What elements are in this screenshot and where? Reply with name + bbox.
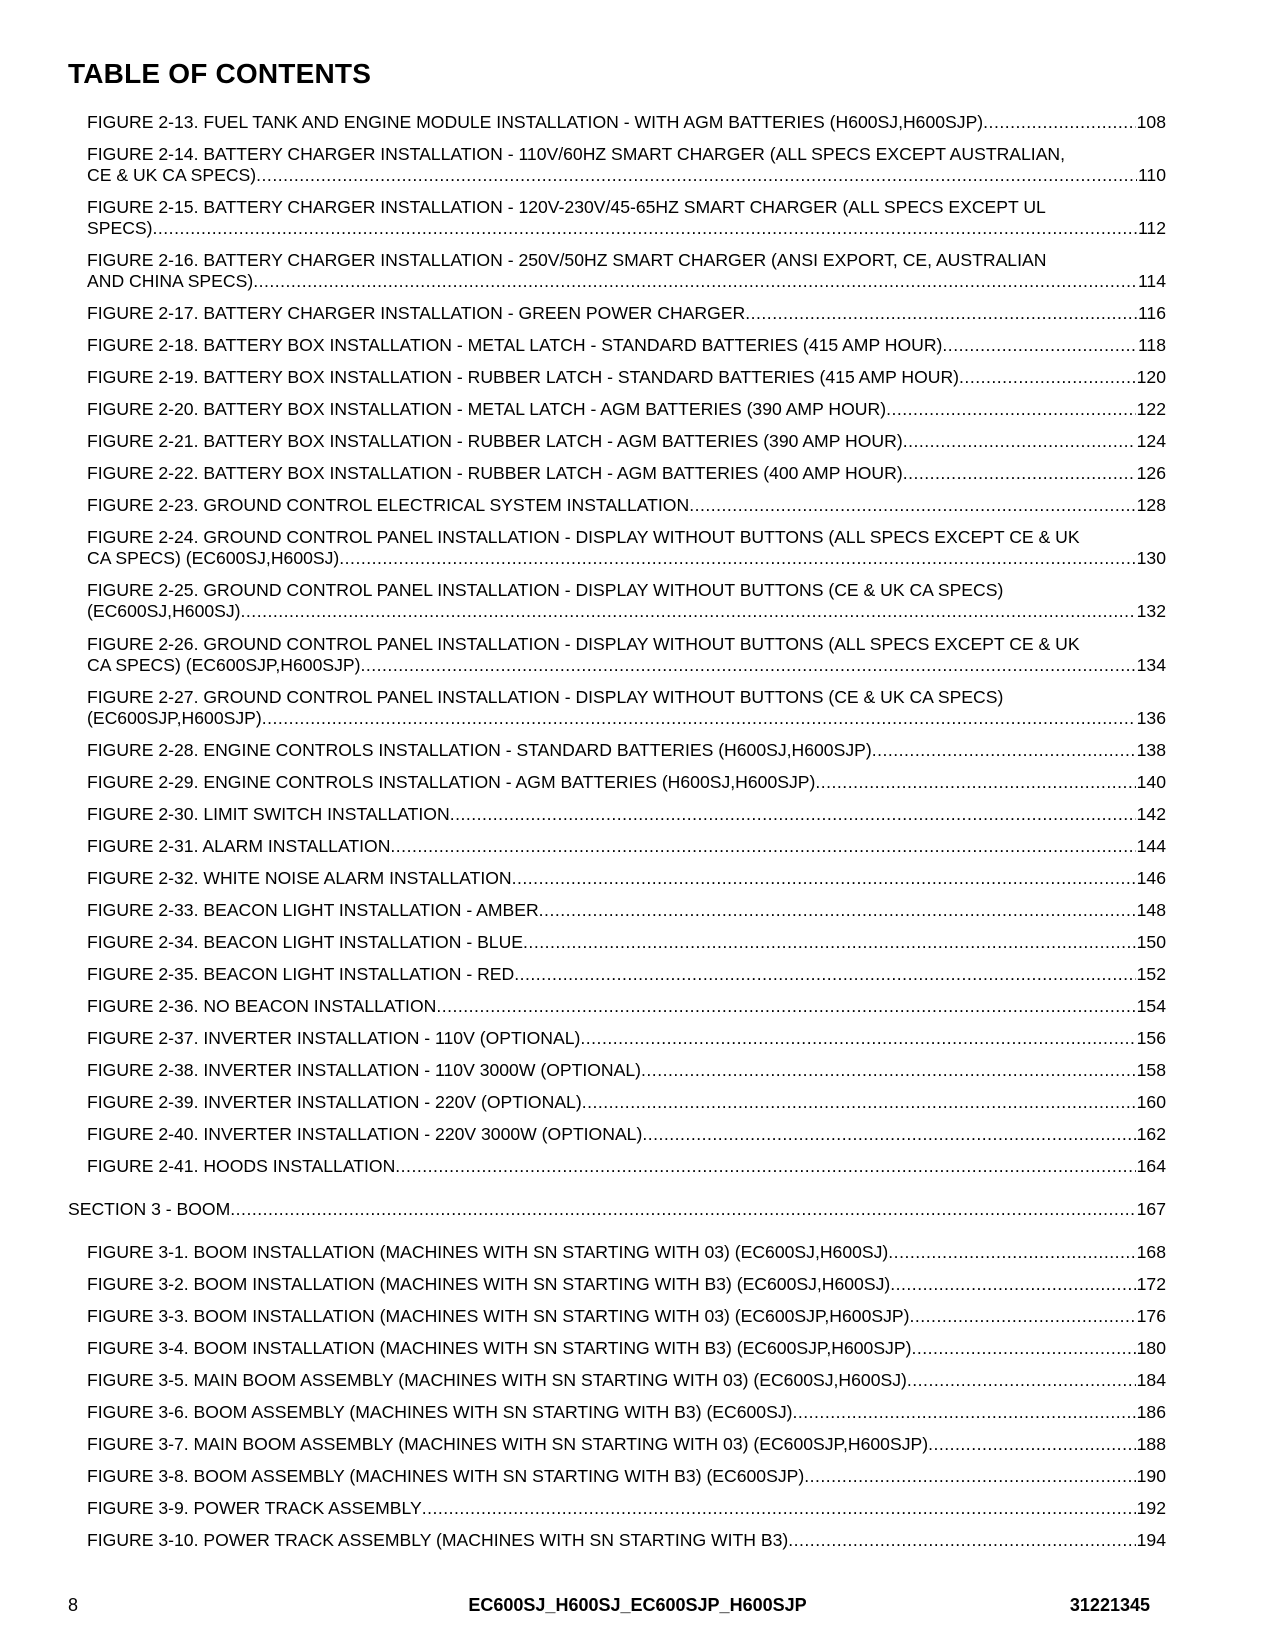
dot-leader — [689, 495, 1135, 516]
toc-page-number[interactable]: 110 — [1137, 165, 1166, 185]
toc-page-number[interactable]: 167 — [1136, 1199, 1166, 1219]
dot-leader — [512, 868, 1136, 889]
toc-entry-title: FIGURE 2-23. GROUND CONTROL ELECTRICAL SYSTEM INSTALLATION — [87, 495, 690, 515]
toc-entry-title: FIGURE 2-19. BATTERY BOX INSTALLATION - RUBBER LATCH - STANDARD BATTERIES (415 AMP HOUR) — [87, 367, 960, 387]
dot-leader — [262, 708, 1136, 729]
toc-entry-title: FIGURE 2-30. LIMIT SWITCH INSTALLATION — [87, 804, 450, 824]
dot-leader — [539, 900, 1136, 921]
toc-page-number[interactable]: 112 — [1137, 218, 1166, 238]
toc-figure-entry[interactable] — [87, 1242, 1166, 1263]
toc-figure-entry[interactable] — [87, 367, 1166, 388]
toc-entry-title-line: FIGURE 2-14. BATTERY CHARGER INSTALLATION - 110V/60HZ SMART CHARGER (ALL SPECS EXCEPT AUSTRALIAN, — [87, 144, 1066, 164]
toc-entry-title: FIGURE 2-35. BEACON LIGHT INSTALLATION - RED — [87, 964, 515, 984]
dot-leader — [888, 1242, 1135, 1263]
toc-entry-title-line: FIGURE 2-27. GROUND CONTROL PANEL INSTALLATION - DISPLAY WITHOUT BUTTONS (CE & UK CA SPECS) — [87, 687, 1004, 707]
toc-figure-entry[interactable] — [87, 932, 1166, 953]
dot-leader — [890, 1274, 1135, 1295]
toc-entry-title: SECTION 3 - BOOM — [68, 1199, 231, 1219]
toc-figure-entry[interactable] — [87, 868, 1166, 889]
toc-entry-title: FIGURE 3-7. MAIN BOOM ASSEMBLY (MACHINES WITH SN STARTING WITH 03) (EC600SJP,H600SJP) — [87, 1434, 929, 1454]
toc-figure-entry[interactable] — [87, 1370, 1166, 1391]
toc-page-number[interactable]: 134 — [1136, 655, 1166, 675]
toc-figure-entry[interactable] — [87, 144, 1166, 186]
toc-page-number[interactable]: 194 — [1136, 1530, 1166, 1550]
dot-leader — [241, 601, 1136, 622]
toc-page-number[interactable]: 124 — [1136, 431, 1166, 451]
toc-entry-title: AND CHINA SPECS) — [87, 271, 254, 291]
toc-entry-title: FIGURE 2-28. ENGINE CONTROLS INSTALLATION - STANDARD BATTERIES (H600SJ,H600SJP) — [87, 740, 872, 760]
toc-entry-title: FIGURE 2-21. BATTERY BOX INSTALLATION - RUBBER LATCH - AGM BATTERIES (390 AMP HOUR) — [87, 431, 903, 451]
toc-page-number[interactable]: 136 — [1136, 708, 1166, 728]
toc-page-number[interactable]: 108 — [1136, 112, 1166, 132]
toc-page-number[interactable]: 128 — [1136, 495, 1166, 515]
toc-page-number[interactable]: 156 — [1136, 1028, 1166, 1048]
dot-leader — [907, 1370, 1136, 1391]
dot-leader — [745, 303, 1137, 324]
toc-section-entry[interactable] — [68, 1199, 1166, 1220]
toc-figure-entry[interactable] — [87, 1402, 1166, 1423]
toc-page-number[interactable]: 116 — [1137, 303, 1166, 323]
toc-entry-title: FIGURE 2-33. BEACON LIGHT INSTALLATION - AMBER — [87, 900, 539, 920]
toc-figure-entry[interactable] — [87, 250, 1166, 292]
toc-figure-entry[interactable] — [87, 431, 1166, 452]
dot-leader — [928, 1434, 1136, 1455]
dot-leader — [911, 1338, 1135, 1359]
toc-figure-entry[interactable] — [87, 687, 1166, 729]
toc-entry-title: FIGURE 2-17. BATTERY CHARGER INSTALLATION - GREEN POWER CHARGER — [87, 303, 746, 323]
toc-figure-entry[interactable] — [87, 740, 1166, 761]
toc-entry-title: SPECS) — [87, 218, 153, 238]
toc-page-number[interactable]: 158 — [1136, 1060, 1166, 1080]
toc-figure-entry[interactable] — [87, 1156, 1166, 1177]
toc-page-number[interactable]: 162 — [1136, 1124, 1166, 1144]
dot-leader — [450, 804, 1136, 825]
toc-figure-entry[interactable] — [87, 580, 1166, 622]
page-title: TABLE OF CONTENTS — [68, 58, 372, 89]
toc-entry-title: FIGURE 2-36. NO BEACON INSTALLATION — [87, 996, 437, 1016]
toc-page-number[interactable]: 180 — [1136, 1338, 1166, 1358]
toc-figure-entry[interactable] — [87, 1306, 1166, 1327]
toc-entry-title: CA SPECS) (EC600SJ,H600SJ) — [87, 548, 340, 568]
toc-figure-entry[interactable] — [87, 495, 1166, 516]
dot-leader — [903, 431, 1136, 452]
toc-figure-entry[interactable] — [87, 399, 1166, 420]
toc-entry-title: FIGURE 3-9. POWER TRACK ASSEMBLY — [87, 1498, 422, 1518]
toc-figure-entry[interactable] — [87, 996, 1166, 1017]
toc-figure-entry[interactable] — [87, 1060, 1166, 1081]
dot-leader — [253, 271, 1137, 292]
toc-figure-entry[interactable] — [87, 1274, 1166, 1295]
toc-entry-title: FIGURE 2-31. ALARM INSTALLATION — [87, 836, 391, 856]
toc-entry-title: FIGURE 2-20. BATTERY BOX INSTALLATION - METAL LATCH - AGM BATTERIES (390 AMP HOUR) — [87, 399, 887, 419]
dot-leader — [153, 218, 1137, 239]
toc-entry-title-line: FIGURE 2-25. GROUND CONTROL PANEL INSTALLATION - DISPLAY WITHOUT BUTTONS (CE & UK CA SPECS) — [87, 580, 1004, 600]
toc-page-number[interactable]: 150 — [1136, 932, 1166, 952]
toc-entry-title: FIGURE 2-13. FUEL TANK AND ENGINE MODULE INSTALLATION - WITH AGM BATTERIES (H600SJ,H600SJP) — [87, 112, 984, 132]
toc-page-number[interactable]: 188 — [1136, 1434, 1166, 1454]
toc-figure-entry[interactable] — [87, 527, 1166, 569]
toc-figure-entry[interactable] — [87, 335, 1166, 356]
footer-document-models: EC600SJ_H600SJ_EC600SJP_H600SJP — [468, 1595, 807, 1615]
toc-entry-title: FIGURE 3-4. BOOM INSTALLATION (MACHINES WITH SN STARTING WITH B3) (EC600SJP,H600SJP) — [87, 1338, 912, 1358]
toc-page-number[interactable]: 114 — [1137, 271, 1166, 291]
toc-page-number[interactable]: 154 — [1136, 996, 1166, 1016]
toc-page-number[interactable]: 168 — [1136, 1242, 1166, 1262]
toc-figure-entry[interactable] — [87, 197, 1166, 239]
toc-figure-entry[interactable] — [87, 900, 1166, 921]
toc-entry-title: FIGURE 3-1. BOOM INSTALLATION (MACHINES WITH SN STARTING WITH 03) (EC600SJ,H600SJ) — [87, 1242, 889, 1262]
toc-entry-title: FIGURE 2-37. INVERTER INSTALLATION - 110V (OPTIONAL) — [87, 1028, 581, 1048]
dot-leader — [514, 964, 1135, 985]
dot-leader — [390, 836, 1135, 857]
dot-leader — [641, 1060, 1136, 1081]
footer-document-code: 31221345 — [1069, 1595, 1150, 1615]
toc-entry-title: FIGURE 3-5. MAIN BOOM ASSEMBLY (MACHINES WITH SN STARTING WITH 03) (EC600SJ,H600SJ) — [87, 1370, 907, 1390]
toc-page-number[interactable]: 192 — [1136, 1498, 1166, 1518]
dot-leader — [339, 548, 1135, 569]
dot-leader — [983, 112, 1135, 133]
toc-figure-entry[interactable] — [87, 1092, 1166, 1113]
toc-page-number[interactable]: 184 — [1136, 1370, 1166, 1390]
toc-figure-entry[interactable] — [87, 1530, 1166, 1551]
toc-figure-entry[interactable] — [87, 1498, 1166, 1519]
dot-leader — [886, 399, 1136, 420]
toc-entry-title: FIGURE 2-29. ENGINE CONTROLS INSTALLATION - AGM BATTERIES (H600SJ,H600SJP) — [87, 772, 816, 792]
toc-page-number[interactable]: 140 — [1136, 772, 1166, 792]
dot-leader — [360, 655, 1135, 676]
toc-figure-entry[interactable] — [87, 1338, 1166, 1359]
toc-page-number[interactable]: 148 — [1136, 900, 1166, 920]
toc-page-number[interactable]: 190 — [1136, 1466, 1166, 1486]
dot-leader — [582, 1092, 1136, 1113]
dot-leader — [788, 1530, 1135, 1551]
toc-page-number[interactable]: 164 — [1136, 1156, 1166, 1176]
dot-leader — [642, 1124, 1135, 1145]
toc-figure-entry[interactable] — [87, 836, 1166, 857]
toc-page-number[interactable]: 172 — [1136, 1274, 1166, 1294]
toc-figure-entry[interactable] — [87, 1124, 1166, 1145]
toc-entry-title: FIGURE 3-2. BOOM INSTALLATION (MACHINES WITH SN STARTING WITH B3) (EC600SJ,H600SJ) — [87, 1274, 891, 1294]
dot-leader — [523, 932, 1136, 953]
toc-entry-title-line: FIGURE 2-26. GROUND CONTROL PANEL INSTALLATION - DISPLAY WITHOUT BUTTONS (ALL SPECS EXCEPT CE & UK — [87, 634, 1080, 654]
toc-figure-entry[interactable] — [87, 112, 1166, 133]
dot-leader — [903, 463, 1136, 484]
toc-page-number[interactable]: 144 — [1136, 836, 1166, 856]
toc-page-number[interactable]: 126 — [1136, 463, 1166, 483]
toc-page-number[interactable]: 186 — [1136, 1402, 1166, 1422]
dot-leader — [804, 1466, 1135, 1487]
toc-page-number[interactable]: 152 — [1136, 964, 1166, 984]
toc-figure-entry[interactable] — [87, 463, 1166, 484]
toc-entry-title: FIGURE 3-6. BOOM ASSEMBLY (MACHINES WITH SN STARTING WITH B3) (EC600SJ) — [87, 1402, 793, 1422]
toc-entry-title: FIGURE 2-34. BEACON LIGHT INSTALLATION - BLUE — [87, 932, 524, 952]
toc-page-number[interactable]: 118 — [1137, 335, 1166, 355]
toc-figure-entry[interactable] — [87, 804, 1166, 825]
toc-entry-title: (EC600SJ,H600SJ) — [87, 601, 241, 621]
toc-page-number[interactable]: 176 — [1136, 1306, 1166, 1326]
dot-leader — [910, 1306, 1136, 1327]
toc-entry-title: FIGURE 2-40. INVERTER INSTALLATION - 220V 3000W (OPTIONAL) — [87, 1124, 643, 1144]
dot-leader — [436, 996, 1135, 1017]
toc-page-number[interactable]: 120 — [1136, 367, 1166, 387]
toc-entry-title: CA SPECS) (EC600SJP,H600SJP) — [87, 655, 361, 675]
toc-entry-title: FIGURE 2-39. INVERTER INSTALLATION - 220V (OPTIONAL) — [87, 1092, 582, 1112]
toc-page-number[interactable]: 138 — [1136, 740, 1166, 760]
toc-page-number[interactable]: 132 — [1136, 601, 1166, 621]
toc-entry-title: FIGURE 3-8. BOOM ASSEMBLY (MACHINES WITH SN STARTING WITH B3) (EC600SJP) — [87, 1466, 805, 1486]
toc-figure-entry[interactable] — [87, 1466, 1166, 1487]
dot-leader — [792, 1402, 1135, 1423]
dot-leader — [256, 165, 1137, 186]
toc-entry-title: FIGURE 2-32. WHITE NOISE ALARM INSTALLATION — [87, 868, 512, 888]
toc-page-number[interactable]: 130 — [1136, 548, 1166, 568]
toc-entry-title: CE & UK CA SPECS) — [87, 165, 257, 185]
toc-entry-title-line: FIGURE 2-15. BATTERY CHARGER INSTALLATION - 120V-230V/45-65HZ SMART CHARGER (ALL SPECS EXCEPT UL — [87, 197, 1046, 217]
toc-entry-title: (EC600SJP,H600SJP) — [87, 708, 262, 728]
toc-entry-title: FIGURE 3-3. BOOM INSTALLATION (MACHINES WITH SN STARTING WITH 03) (EC600SJP,H600SJP) — [87, 1306, 910, 1326]
dot-leader — [815, 772, 1135, 793]
toc-entry-title: FIGURE 3-10. POWER TRACK ASSEMBLY (MACHINES WITH SN STARTING WITH B3) — [87, 1530, 789, 1550]
dot-leader — [422, 1498, 1136, 1519]
toc-entry-title: FIGURE 2-18. BATTERY BOX INSTALLATION - METAL LATCH - STANDARD BATTERIES (415 AMP HOUR) — [87, 335, 943, 355]
toc-page-number[interactable]: 142 — [1136, 804, 1166, 824]
dot-leader — [959, 367, 1136, 388]
toc-entry-title: FIGURE 2-38. INVERTER INSTALLATION - 110V 3000W (OPTIONAL) — [87, 1060, 642, 1080]
dot-leader — [942, 335, 1137, 356]
toc-figure-entry[interactable] — [87, 772, 1166, 793]
toc-entry-title-line: FIGURE 2-16. BATTERY CHARGER INSTALLATION - 250V/50HZ SMART CHARGER (ANSI EXPORT, CE, AUSTRALIAN — [87, 250, 1047, 270]
toc-figure-entry[interactable] — [87, 964, 1166, 985]
dot-leader — [230, 1199, 1135, 1220]
toc-figure-entry[interactable] — [87, 1434, 1166, 1455]
dot-leader — [872, 740, 1136, 761]
toc-page-number[interactable]: 122 — [1136, 399, 1166, 419]
toc-figure-entry[interactable] — [87, 1028, 1166, 1049]
toc-page-number[interactable]: 160 — [1136, 1092, 1166, 1112]
toc-figure-entry[interactable] — [87, 634, 1166, 676]
dot-leader — [580, 1028, 1135, 1049]
toc-entry-title-line: FIGURE 2-24. GROUND CONTROL PANEL INSTALLATION - DISPLAY WITHOUT BUTTONS (ALL SPECS EXCEPT CE & UK — [87, 527, 1080, 547]
toc-entry-title: FIGURE 2-41. HOODS INSTALLATION — [87, 1156, 396, 1176]
toc-page-number[interactable]: 146 — [1136, 868, 1166, 888]
toc-figure-entry[interactable] — [87, 303, 1166, 324]
footer-page-number: 8 — [68, 1595, 79, 1615]
toc-entry-title: FIGURE 2-22. BATTERY BOX INSTALLATION - RUBBER LATCH - AGM BATTERIES (400 AMP HOUR) — [87, 463, 903, 483]
dot-leader — [395, 1156, 1135, 1177]
